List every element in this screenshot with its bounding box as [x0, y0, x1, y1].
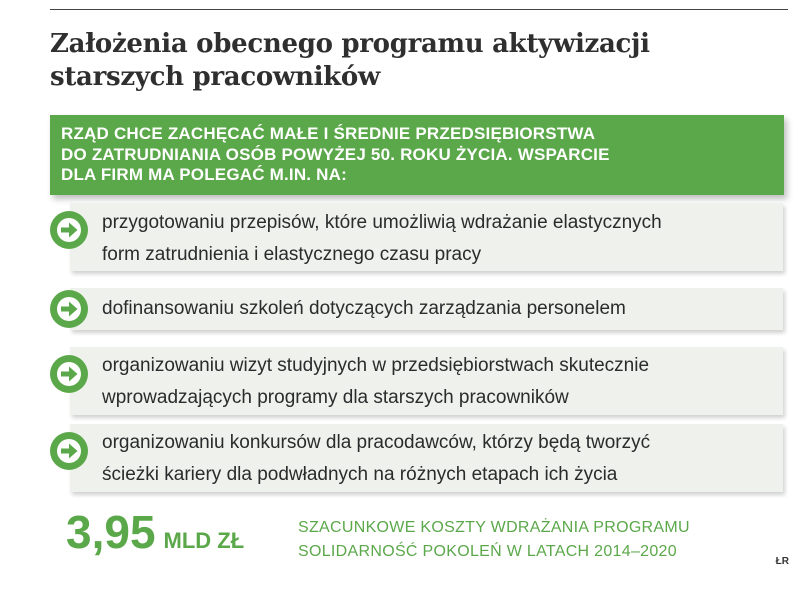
- intro-line-1: RZĄD CHCE ZACHĘCAĆ MAŁE I ŚREDNIE PRZEDSIĘBIORSTWA: [61, 124, 596, 143]
- list-item-line-1: organizowaniu wizyt studyjnych w przedsiębiorstwach skutecznie: [102, 355, 650, 376]
- author-credit: ŁR: [775, 556, 789, 567]
- list-item-text: [102, 293, 626, 325]
- list-item-line-2: form zatrudnienia i elastycznego czasu pracy: [102, 244, 482, 265]
- top-divider: [50, 9, 788, 10]
- cost-description-line-2: SOLIDARNOŚĆ POKOLEŃ W LATACH 2014–2020: [298, 543, 677, 560]
- arrow-right-icon: [50, 432, 88, 470]
- cost-description: [298, 516, 690, 564]
- arrow-right-icon: [50, 211, 88, 249]
- list-item-line-1: organizowaniu konkursów dla pracodawców, którzy będą tworzyć: [102, 432, 651, 453]
- list-item-line-2: ścieżki kariery dla podwładnych na różnych etapach ich życia: [102, 464, 618, 485]
- intro-line-3: DLA FIRM MA POLEGAĆ M.IN. NA:: [61, 165, 347, 184]
- cost-description-line-1: SZACUNKOWE KOSZTY WDRAŻANIA PROGRAMU: [298, 519, 690, 536]
- list-item-text: [102, 427, 650, 491]
- intro-box: [50, 115, 784, 195]
- arrow-right-icon: [50, 290, 88, 328]
- list-item-text: [102, 207, 662, 271]
- arrow-right-icon: [50, 355, 88, 393]
- cost-unit: MLD ZŁ: [163, 528, 245, 553]
- list-item-line-2: wprowadzających programy dla starszych pracowników: [102, 387, 569, 408]
- cost-stat: [66, 506, 244, 558]
- list-item-line-1: dofinansowaniu szkoleń dotyczących zarządzania personelem: [102, 298, 626, 319]
- page-title-text: Założenia obecnego programu aktywizacji starszych pracowników: [50, 29, 650, 92]
- list-item-text: [102, 350, 649, 414]
- intro-text: [50, 115, 784, 186]
- list-item-line-1: przygotowaniu przepisów, które umożliwią wdrażanie elastycznych: [102, 212, 662, 233]
- intro-line-2: DO ZATRUDNIANIA OSÓB POWYŻEJ 50. ROKU ŻYCIA. WSPARCIE: [61, 144, 610, 164]
- page-title: [50, 28, 750, 94]
- cost-value: 3,95: [66, 506, 156, 558]
